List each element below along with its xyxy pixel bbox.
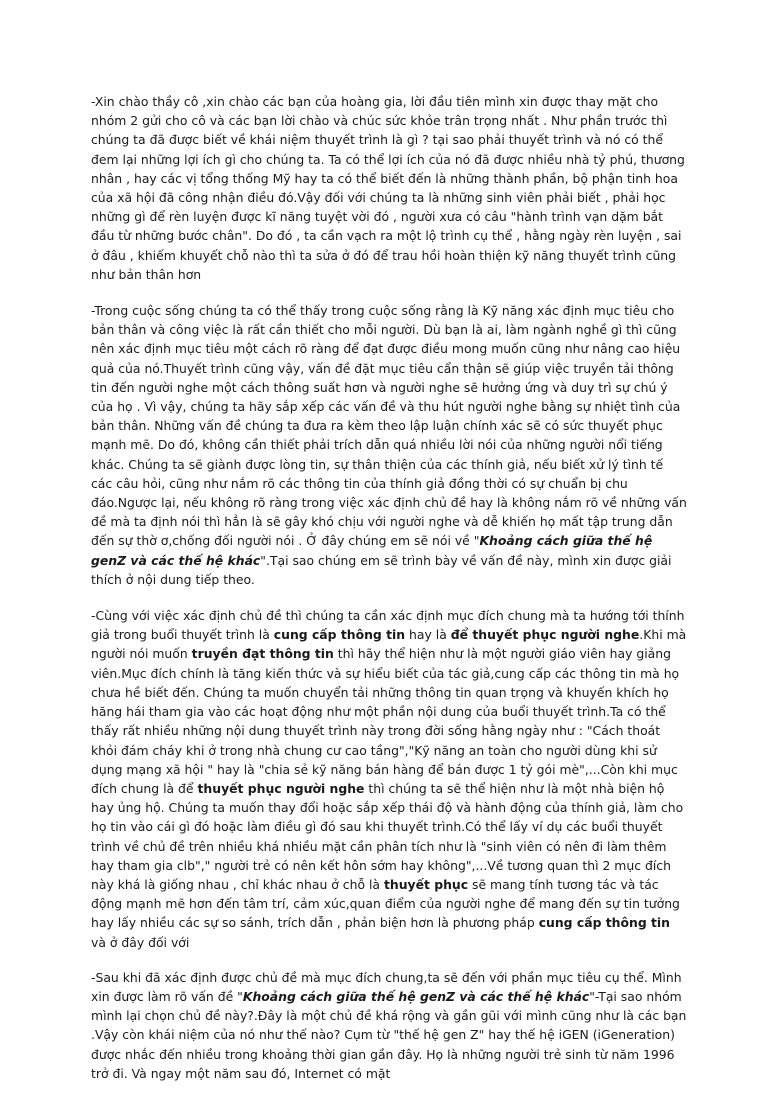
bold-term: thuyết phục [383,876,469,892]
paragraph-purpose [91,606,687,952]
topic-title-emphasis: Khoảng cách giữa thế hệ genZ và các thế hệ khác [242,988,590,1004]
text-run: -Cùng với việc xác định chủ đề thì chúng ta cần xác định mục đích chung mà ta hướng tới thính giả trong buổi thuyết trình là [91,608,685,643]
bold-term: truyền đạt thông tin [191,646,334,662]
text-run: hay là [405,627,451,643]
bold-term: cung cấp thông tin [538,915,670,931]
bold-term: cung cấp thông tin [273,627,406,643]
paragraph-intro [91,92,687,284]
text-run: thì chúng ta sẽ thể hiện như là một nhà biện hộ hay ủng hộ. Chúng ta muốn thay đổi hoặc sắp xếp thái độ và hành động của thính giả, làm cho họ tin vào cái gì đó hoặc làm điều gì đó sau khi thuyết trình.Có thể lấy ví dụ các buổi thuyết trình về chủ đề trên nhiều khá nhiều mặt cần phân tích như là "sinh viên có nên đi làm thêm hay tham gia clb"," người trẻ có nên kết hôn sớm hay không",...Về tương quan thì 2 mục đích này khá là giống nhau , chỉ khác nhau ở chỗ là [91,780,684,892]
text-run: -Sau khi đã xác định được chủ đề mà mục đích chung,ta sẽ đến với phần mục tiêu cụ thể. Mình xin được làm rõ vấn đề " [91,969,682,1004]
bold-term: thuyết phục người nghe [197,780,365,796]
text-run: thì hãy thể hiện như là một người giáo viên hay giảng viên.Mục đích chính là tăng kiến thức và sự hiểu biết của tác giả,cung cấp các thông tin mà họ chưa hề biết đến. Chúng ta muốn chuyển tải những thông tin quan trọng và khuyến khích họ hăng hái tham gia vào các hoạt động như một phần nội dung của buổi thuyết trình.Ta có thể thấy rất nhiều những nội dung thuyết trình này trong đời sống hằng ngày như : "Cách thoát khỏi đám cháy khi ở trong nhà chung cư cao tầng","Kỹ năng an toàn cho người dùng khi sử dụng mạng xã hội " hay là "chia sẻ kỹ năng bán hàng để bán được 1 tỷ gói mè",...Còn khi mục đích chung là để [91,646,680,796]
text-run: và ở đây đối với [91,934,190,950]
paragraph-goal-setting [91,301,687,589]
text-run: .Khi mà người nói muốn [91,627,687,662]
topic-title-emphasis: Khoảng cách giữa thế hệ genZ và các thế hệ khác [91,533,653,568]
text-run: "-Tại sao nhóm mình lại chọn chủ đề này?.Đây là một chủ đề khá rộng và gần gũi với mình cũng như là các bạn .Vậy còn khái niệm của nó như thế nào? Cụm từ "thế hệ gen Z" hay thế hệ iGEN (iGeneration) được nhắc đến nhiều trong khoảng thời gian gần đây. Họ là những người trẻ sinh từ năm 1996 trở đi. Và ngay một năm sau đó, Internet có mặt [91,988,687,1081]
paragraph-specific-goal [91,968,687,1083]
bold-term: để thuyết phục người nghe [450,627,640,643]
text-run: ".Tại sao chúng em sẽ trình bày về vấn đề này, mình xin được giải thích ở nội dung tiếp theo. [91,552,672,587]
document-page [91,92,687,1101]
text-run: sẽ mang tính tương tác và tác động mạnh mẽ hơn đến tâm trí, cảm xúc,quan điểm của người nghe để mang đến sự tin tưởng hay lấy nhiều các sự so sánh, trích dẫn , phản biện hơn là phương pháp [91,876,680,931]
text-run: -Trong cuộc sống chúng ta có thể thấy trong cuộc sống rằng là Kỹ năng xác định mục tiêu cho bản thân và công việc là rất cần thiết cho mỗi người. Dù bạn là ai, làm ngành nghề gì thì cũng nên xác định mục tiêu một cách rõ ràng để đạt được điều mong muốn cũng như nâng cao hiệu quả của nó.Thuyết trình cũng vậy, vấn đề đặt mục tiêu cẩn thận sẽ giúp việc truyền tải thông tin đến người nghe một cách thông suất hơn và người nghe sẽ hưởng ứng và duy trì sự chú ý của họ . Vì vậy, chúng ta hãy sắp xếp các vấn đề và thu hút người nghe bằng sự nhiệt tình của bản thân. Những vấn đề chúng ta đưa ra kèm theo lập luận chính xác sẽ có sức thuyết phục mạnh mẽ. Do đó, không cần thiết phải trích dẫn quá nhiều lời nói của những người nổi tiếng khác. Chúng ta sẽ giành được lòng tin, sự thân thiện của các thính giả, nếu biết xử lý tình tế các câu hỏi, cũng như nắm rõ các thông tin của thính giả đồng thời có sự chuẩn bị chu đáo.Ngược lại, nếu không rõ ràng trong việc xác định chủ đề hay là không nắm rõ về những vấn đề mà ta định nói thì hẳn là sẽ gây khó chịu với người nghe và dễ khiến họ mất tập trung dẫn đến sự thờ ơ,chống đối người nói . Ở đây chúng em sẽ nói về " [91,303,687,549]
text-run: -Xin chào thầy cô ,xin chào các bạn của hoàng gia, lời đầu tiên mình xin được thay mặt cho nhóm 2 gửi cho cô và các bạn lời chào và chúc sức khỏe trân trọng nhất . Như phần trước thì chúng ta đã được biết về khái niệm thuyết trình là gì ? tại sao phải thuyết trình và nó có thể đem lại những lợi ích gì cho chúng ta. Ta có thể lợi ích của nó đã được nhiều nhà tỷ phú, thương nhân , hay các vị tổng thống Mỹ hay ta có thể biết đến là những thành phần, bộ phận tinh hoa của xã hội đã công nhận điều đó.Vậy đối với chúng ta là những sinh viên phải biết , phải học những gì để rèn luyện được kĩ năng tuyệt vời đó , người xưa có câu "hành trình vạn dặm bắt đầu từ những bước chân". Do đó , ta cần vạch ra một lộ trình cụ thể , hằng ngày rèn luyện , sai ở đâu , khiếm khuyết chỗ nào thì ta sửa ở đó để trau hồi hoàn thiện kỹ năng thuyết trình cũng như bản thân hơn [91,94,685,282]
